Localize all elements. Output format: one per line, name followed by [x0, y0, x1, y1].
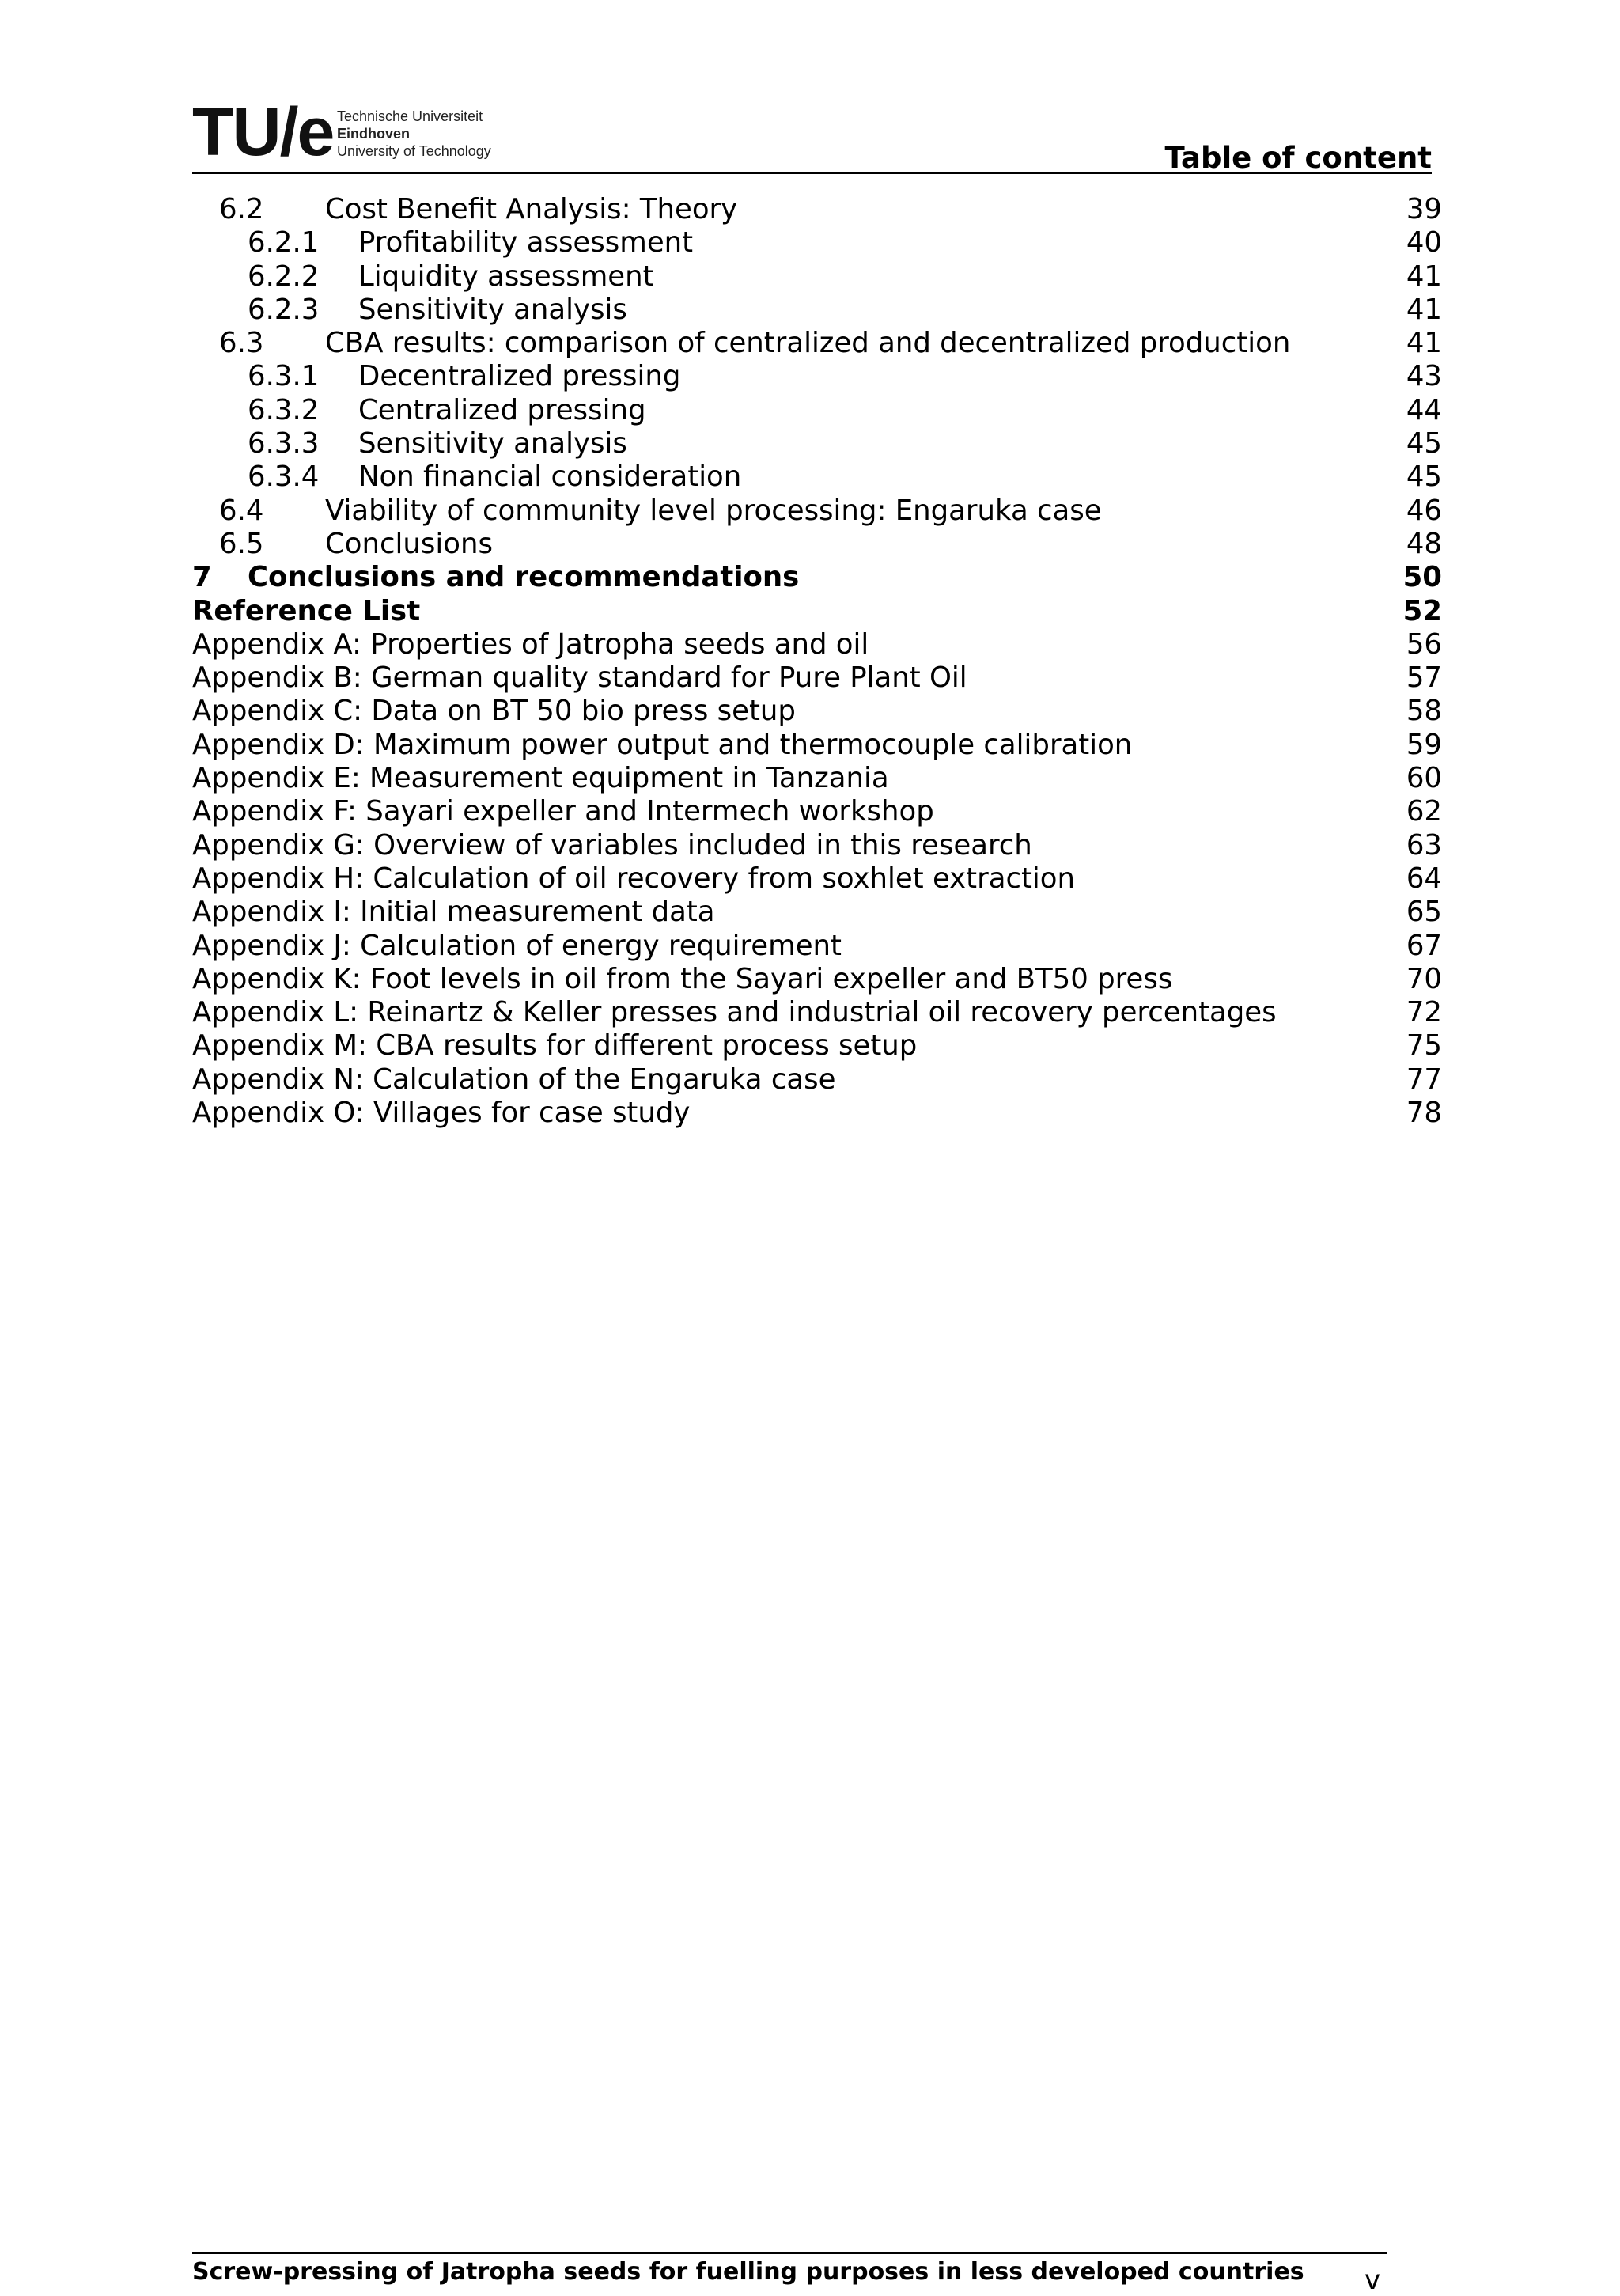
footer-title: Screw-pressing of Jatropha seeds for fuelling purposes in less developed countries	[192, 2258, 1304, 2286]
toc-entry-page: 39	[1406, 193, 1442, 225]
toc-entry-title: Liquidity assessment	[358, 260, 654, 293]
toc-entry-number: 6.3.3	[248, 427, 320, 460]
toc-entry-title: Appendix H: Calculation of oil recovery from soxhlet extraction	[192, 862, 1075, 895]
toc-entry[interactable]	[192, 1097, 1442, 1130]
toc-entry-title: Appendix J: Calculation of energy requirement	[192, 929, 842, 962]
toc-entry-title: Appendix N: Calculation of the Engaruka case	[192, 1063, 836, 1096]
toc-entry-page: 75	[1406, 1029, 1442, 1063]
footer-divider	[192, 2252, 1387, 2254]
toc-entry-title: Non financial consideration	[358, 460, 742, 494]
toc-entry-page: 50	[1402, 561, 1442, 594]
toc-entry-page: 44	[1406, 393, 1442, 426]
toc-entry-title: Conclusions and recommendations	[248, 561, 800, 594]
toc-entry[interactable]	[192, 394, 1442, 427]
toc-entry-title: Appendix D: Maximum power output and thermocouple calibration	[192, 728, 1133, 761]
toc-entry-number: 6.2.3	[248, 293, 320, 326]
toc-entry-title: Appendix I: Initial measurement data	[192, 896, 715, 929]
toc-entry-page: 52	[1402, 594, 1442, 627]
table-of-contents	[192, 193, 1442, 1130]
toc-entry-title: Appendix M: CBA results for different process setup	[192, 1029, 918, 1063]
toc-entry[interactable]	[192, 427, 1442, 460]
toc-entry-page: 67	[1406, 929, 1442, 962]
toc-entry-number: 7	[192, 561, 212, 594]
toc-entry-page: 70	[1406, 962, 1442, 995]
toc-entry[interactable]	[192, 762, 1442, 795]
toc-entry[interactable]	[192, 996, 1442, 1029]
toc-entry[interactable]	[192, 963, 1442, 996]
toc-entry[interactable]	[192, 528, 1442, 561]
page-number: v	[1365, 2264, 1381, 2296]
toc-entry-title: Sensitivity analysis	[358, 293, 627, 326]
toc-entry[interactable]	[192, 1063, 1442, 1097]
toc-entry-page: 48	[1406, 527, 1442, 560]
toc-entry-number: 6.3.2	[248, 393, 320, 426]
toc-entry-page: 41	[1406, 260, 1442, 293]
toc-entry[interactable]	[192, 494, 1442, 528]
toc-entry[interactable]	[192, 360, 1442, 393]
toc-entry[interactable]	[192, 795, 1442, 828]
header-divider	[192, 172, 1432, 174]
toc-entry-title: Appendix K: Foot levels in oil from the Sayari expeller and BT50 press	[192, 962, 1173, 995]
toc-entry[interactable]	[192, 595, 1442, 628]
toc-entry-number: 6.4	[219, 494, 264, 527]
toc-entry-title: Appendix B: German quality standard for Pure Plant Oil	[192, 661, 967, 695]
logo-line-1: Technische Universiteit	[337, 108, 483, 124]
toc-entry-page: 78	[1406, 1097, 1442, 1130]
logo-mark: TU/e	[192, 94, 334, 170]
toc-entry-page: 57	[1406, 661, 1442, 695]
toc-entry-number: 6.5	[219, 527, 264, 560]
toc-entry-title: Centralized pressing	[358, 393, 646, 426]
logo-text	[337, 108, 527, 160]
toc-entry-page: 45	[1406, 427, 1442, 460]
toc-entry-title: Decentralized pressing	[358, 360, 681, 393]
toc-entry-page: 58	[1406, 695, 1442, 728]
toc-entry[interactable]	[192, 327, 1442, 360]
toc-entry[interactable]	[192, 930, 1442, 963]
toc-entry-page: 59	[1406, 728, 1442, 761]
toc-entry-title: Sensitivity analysis	[358, 427, 627, 460]
toc-entry-number: 6.3.1	[248, 360, 320, 393]
toc-entry-page: 41	[1406, 293, 1442, 326]
toc-entry-page: 46	[1406, 494, 1442, 527]
toc-entry-number: 6.3.4	[248, 460, 320, 494]
toc-entry-number: 6.2.2	[248, 260, 320, 293]
header-title: Table of content	[1164, 141, 1432, 175]
toc-entry-page: 77	[1406, 1063, 1442, 1096]
toc-entry-page: 41	[1406, 327, 1442, 360]
toc-entry-title: Appendix O: Villages for case study	[192, 1097, 691, 1130]
toc-entry-page: 62	[1406, 795, 1442, 828]
toc-entry-page: 63	[1406, 828, 1442, 862]
toc-entry-title: Viability of community level processing: Engaruka case	[325, 494, 1102, 527]
toc-entry-page: 43	[1406, 360, 1442, 393]
toc-entry[interactable]	[192, 661, 1442, 695]
toc-entry[interactable]	[192, 193, 1442, 226]
toc-entry-title: Appendix A: Properties of Jatropha seeds and oil	[192, 627, 869, 661]
toc-entry-title: Conclusions	[325, 527, 493, 560]
toc-entry-page: 72	[1406, 996, 1442, 1029]
toc-entry-title: CBA results: comparison of centralized and decentralized production	[325, 327, 1291, 360]
toc-entry-number: 6.3	[219, 327, 264, 360]
toc-entry-page: 45	[1406, 460, 1442, 494]
logo-line-2: Eindhoven	[337, 126, 411, 142]
toc-entry[interactable]	[192, 729, 1442, 762]
toc-entry-page: 64	[1406, 862, 1442, 895]
toc-entry-number: 6.2	[219, 193, 264, 225]
toc-entry[interactable]	[192, 1029, 1442, 1063]
toc-entry-title: Cost Benefit Analysis: Theory	[325, 193, 738, 225]
toc-entry[interactable]	[192, 862, 1442, 896]
toc-entry[interactable]	[192, 695, 1442, 728]
toc-entry-page: 60	[1406, 762, 1442, 795]
logo-line-3: University of Technology	[337, 143, 491, 159]
toc-entry-title: Appendix L: Reinartz & Keller presses and industrial oil recovery percentages	[192, 996, 1277, 1029]
toc-entry-title: Appendix F: Sayari expeller and Intermech workshop	[192, 795, 934, 828]
toc-entry-page: 65	[1406, 896, 1442, 929]
toc-entry-title: Appendix C: Data on BT 50 bio press setup	[192, 695, 796, 728]
toc-entry-number: 6.2.1	[248, 226, 320, 260]
toc-entry-title: Profitability assessment	[358, 226, 694, 260]
toc-entry[interactable]	[192, 561, 1442, 594]
toc-entry[interactable]	[192, 829, 1442, 862]
toc-entry-page: 40	[1406, 226, 1442, 260]
toc-entry-title: Appendix E: Measurement equipment in Tanzania	[192, 762, 889, 795]
toc-entry-title: Reference List	[192, 594, 421, 627]
toc-entry[interactable]	[192, 460, 1442, 494]
toc-entry[interactable]	[192, 294, 1442, 327]
toc-entry[interactable]	[192, 226, 1442, 260]
toc-entry-page: 56	[1406, 627, 1442, 661]
toc-entry-title: Appendix G: Overview of variables included in this research	[192, 828, 1032, 862]
toc-entry[interactable]	[192, 260, 1442, 294]
toc-entry[interactable]	[192, 896, 1442, 929]
toc-entry[interactable]	[192, 628, 1442, 661]
